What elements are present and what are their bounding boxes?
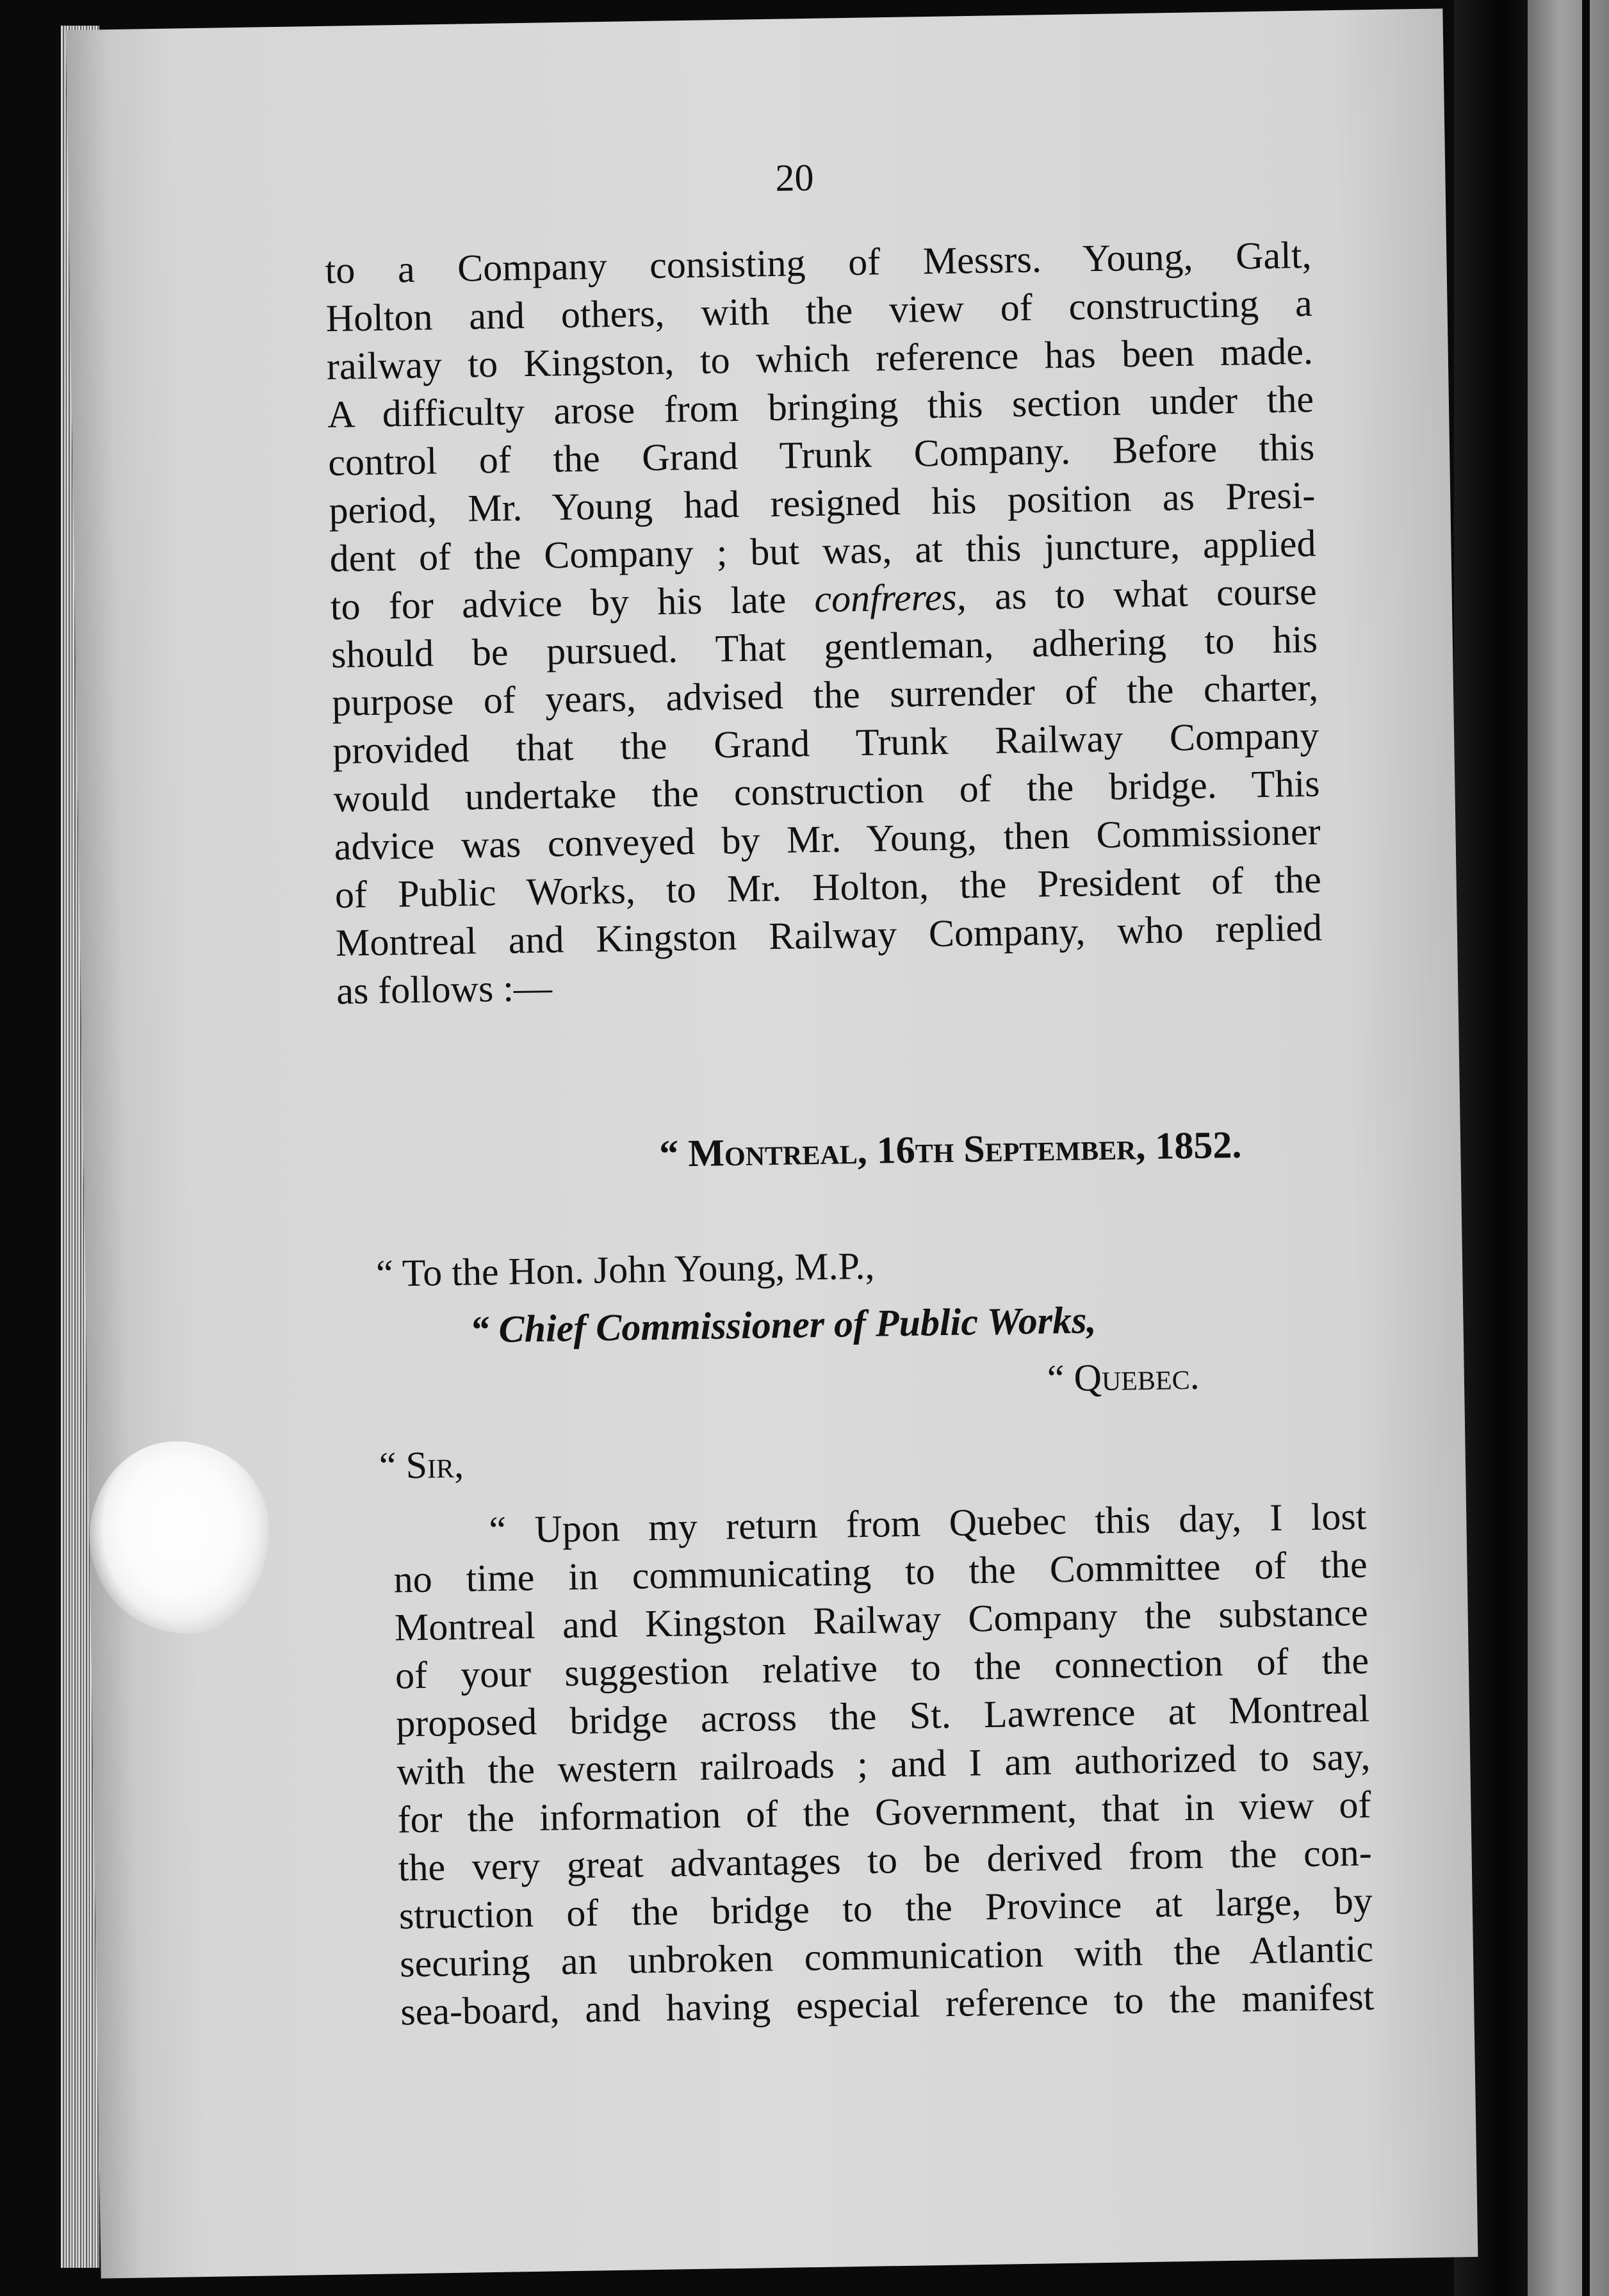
body-line: dent of the Company ; but was, at this juncture, applied — [329, 521, 1317, 580]
body-paragraph — [325, 231, 1323, 1015]
letter-addressee: “ To the Hon. John Young, M.P., — [375, 1244, 875, 1295]
letter-line: for the information of the Government, that in view of — [397, 1783, 1371, 1841]
body-line: railway to Kingston, to which reference has been made. — [326, 329, 1314, 388]
body-line: Holton and others, with the view of constructing a — [325, 281, 1313, 340]
letter-line: of your suggestion relative to the connection of the — [395, 1639, 1369, 1697]
letter-addressee-place: “ Quebec. — [1047, 1354, 1200, 1400]
letter-line: Montreal and Kingston Railway Company the substance — [394, 1591, 1369, 1649]
body-line: control of the Grand Trunk Company. Before this — [327, 425, 1315, 484]
page-number: 20 — [774, 156, 814, 199]
letter-line: with the western railroads ; and I am authorized to say, — [396, 1735, 1371, 1793]
body-line: A difficulty arose from bringing this section under the — [327, 377, 1314, 436]
body-line: purpose of years, advised the surrender of the charter, — [331, 666, 1319, 724]
adjacent-page-edge — [1528, 0, 1609, 2296]
letter-body — [393, 1493, 1375, 2037]
body-line: to a Company consisting of Messrs. Young, Galt, — [325, 233, 1312, 291]
body-line: as follows :— — [336, 966, 553, 1012]
letter-line: proposed bridge across the St. Lawrence at Montreal — [395, 1687, 1370, 1745]
letter-line: “ Upon my return from Quebec this day, I lost — [489, 1495, 1367, 1552]
letter-line: securing an unbroken communication with the Atlantic — [399, 1927, 1374, 1985]
letter-line: no time in communicating to the Committee of the — [393, 1543, 1368, 1601]
letter-line: struction of the bridge to the Province at large, by — [398, 1879, 1373, 1937]
letter-dateline: “ Montreal, 16th September, 1852. — [658, 1123, 1242, 1175]
body-line: advice was conveyed by Mr. Young, then Commissioner — [334, 810, 1321, 868]
letter-salutation: “ Sir, — [379, 1443, 464, 1487]
body-line: of Public Works, to Mr. Holton, the President of the — [334, 858, 1322, 916]
body-line: provided that the Grand Trunk Railway Company — [332, 714, 1319, 772]
italic-word: confreres, — [813, 575, 967, 621]
letter-line: the very great advantages to be derived from the con- — [398, 1831, 1373, 1889]
body-line: Montreal and Kingston Railway Company, who replied — [335, 906, 1323, 964]
body-line: should be pursued. That gentleman, adhering to his — [331, 618, 1318, 676]
letter-line: sea-board, and having especial reference to the manifest — [400, 1975, 1375, 2033]
letter-addressee-title: “ Chief Commissioner of Public Works, — [470, 1299, 1097, 1351]
body-line: period, Mr. Young had resigned his position as Presi- — [328, 473, 1316, 532]
body-line-italic-word: to for advice by his late confreres, as to what course — [330, 570, 1318, 628]
body-line: would undertake the construction of the bridge. This — [333, 762, 1320, 820]
page-border-shadow — [1582, 0, 1590, 2296]
